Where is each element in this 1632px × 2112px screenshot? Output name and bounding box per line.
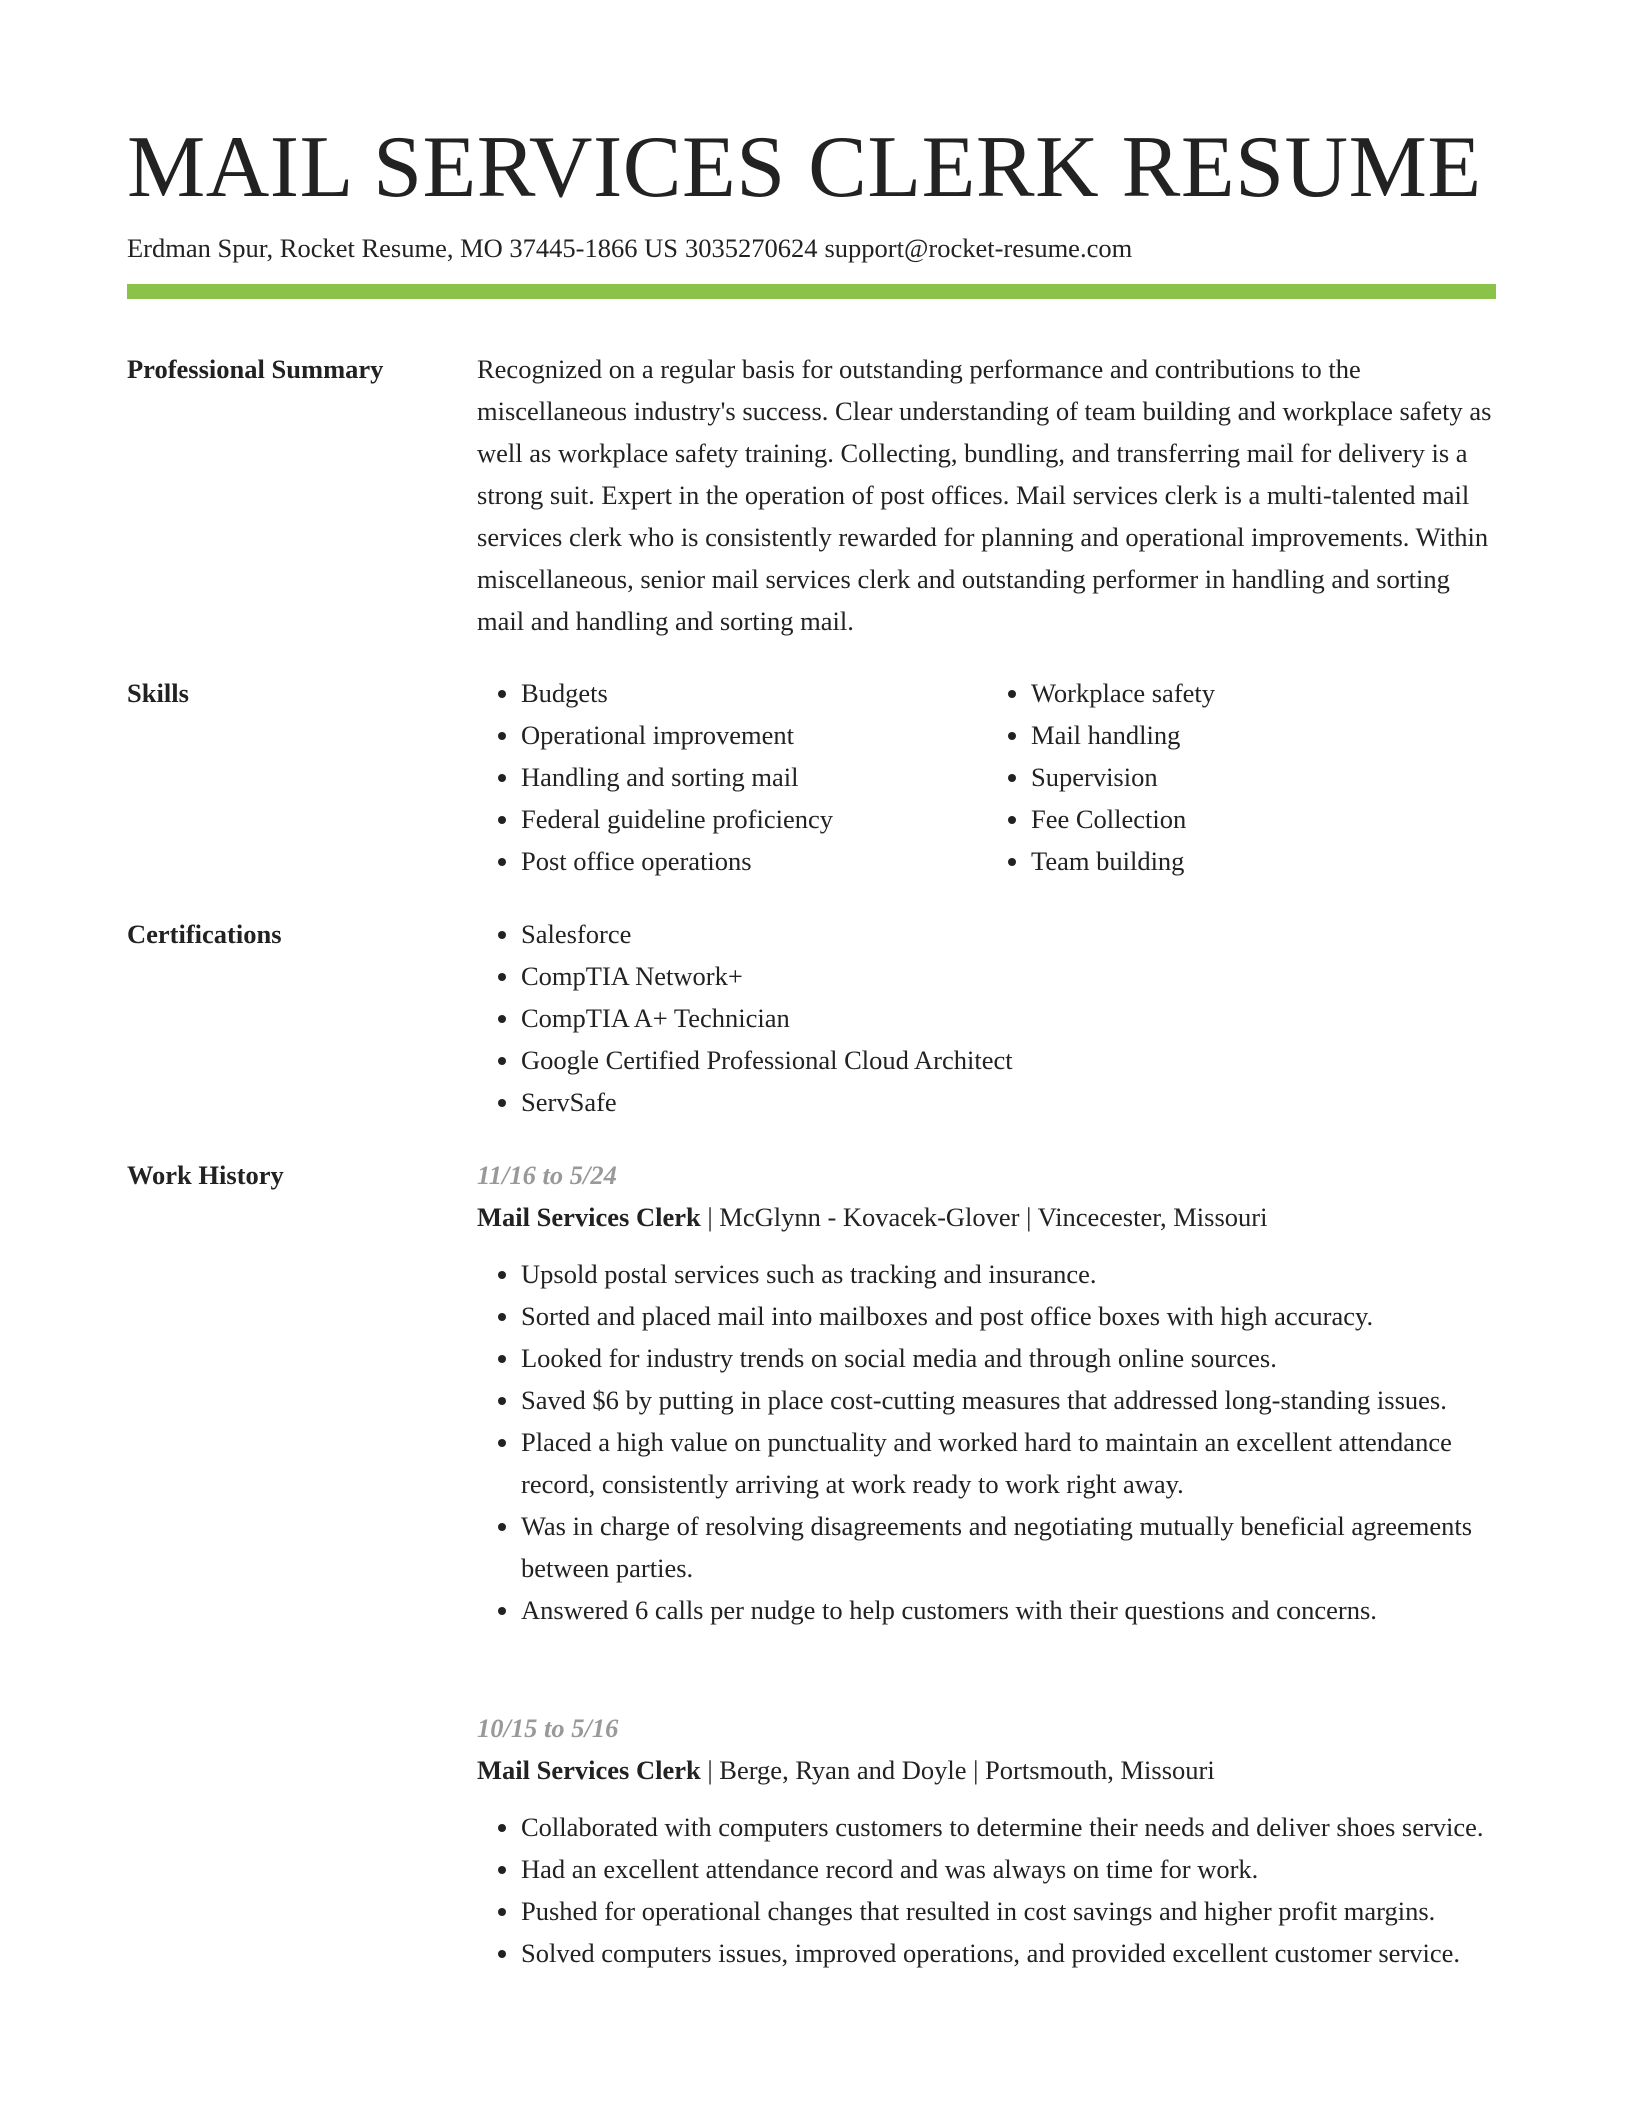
job-details: | Berge, Ryan and Doyle | Portsmouth, Missouri — [700, 1755, 1215, 1785]
skill-item: • Operational improvement — [521, 714, 987, 756]
skill-item: • Fee Collection — [1031, 798, 1497, 840]
job-bullet: • Saved $6 by putting in place cost-cutting measures that addressed long-standing issues. — [521, 1379, 1497, 1421]
job-heading — [477, 1196, 1497, 1238]
certification-item: • ServSafe — [521, 1081, 1497, 1123]
skill-item: • Mail handling — [1031, 714, 1497, 756]
skill-item: • Workplace safety — [1031, 672, 1497, 714]
job-bullets — [477, 1253, 1497, 1631]
summary-label: Professional Summary — [127, 354, 384, 384]
job-bullet: • Sorted and placed mail into mailboxes and post office boxes with high accuracy. — [521, 1295, 1497, 1337]
certifications-list — [477, 913, 1497, 1123]
certification-item: • CompTIA A+ Technician — [521, 997, 1497, 1039]
contact-line — [127, 230, 1132, 266]
job-details: | McGlynn - Kovacek-Glover | Vincecester, Missouri — [700, 1202, 1268, 1232]
certifications-label: Certifications — [127, 919, 282, 949]
skills-list-left — [477, 672, 987, 882]
job-bullets — [477, 1806, 1497, 1974]
job-bullet: • Placed a high value on punctuality and worked hard to maintain an excellent attendance record, consistently arriving at work ready to work right away. — [521, 1421, 1497, 1505]
job-bullet: • Upsold postal services such as tracking and insurance. — [521, 1253, 1497, 1295]
certification-item: • Google Certified Professional Cloud Architect — [521, 1039, 1497, 1081]
job-heading — [477, 1749, 1497, 1791]
contact-phone: 3035270624 — [684, 233, 818, 263]
certification-item: • Salesforce — [521, 913, 1497, 955]
skill-item: • Team building — [1031, 840, 1497, 882]
resume-title: MAIL SERVICES CLERK RESUME — [127, 119, 1482, 216]
job-bullet: • Looked for industry trends on social media and through online sources. — [521, 1337, 1497, 1379]
summary-text: Recognized on a regular basis for outstanding performance and contributions to the miscellaneous industry's success. Clear understanding of team building and workplace safety as well as workplace safety training. Collecting, bundling, and transferring mail for delivery is a strong suit. Expert in the operation of post offices. Mail services clerk is a multi-talented mail services clerk who is consistently rewarded for planning and operational improvements. Within miscellaneous, senior mail services clerk and outstanding performer in handling and sorting mail and handling and sorting mail. — [477, 354, 1492, 636]
job-bullet: • Was in charge of resolving disagreements and negotiating mutually beneficial agreements between parties. — [521, 1505, 1497, 1589]
job-dates: 10/15 to 5/16 — [477, 1713, 619, 1743]
skill-item: • Federal guideline proficiency — [521, 798, 987, 840]
skills-section — [477, 672, 1497, 882]
job-bullet: • Had an excellent attendance record and was always on time for work. — [521, 1848, 1497, 1890]
skill-item: • Budgets — [521, 672, 987, 714]
header-divider — [127, 284, 1496, 299]
summary-section — [477, 348, 1497, 642]
job-entry — [477, 1154, 1497, 1631]
skills-list-right — [987, 672, 1497, 882]
job-bullet: • Solved computers issues, improved operations, and provided excellent customer service. — [521, 1932, 1497, 1974]
job-entry — [477, 1707, 1497, 1974]
certifications-section — [477, 913, 1497, 1123]
contact-address: Erdman Spur, Rocket Resume, MO 37445-1866 US — [127, 233, 678, 263]
job-title: Mail Services Clerk — [477, 1755, 701, 1785]
work-history-label: Work History — [127, 1160, 284, 1190]
skill-item: • Handling and sorting mail — [521, 756, 987, 798]
job-title: Mail Services Clerk — [477, 1202, 701, 1232]
skill-item: • Supervision — [1031, 756, 1497, 798]
skills-label: Skills — [127, 678, 189, 708]
contact-email: support@rocket-resume.com — [824, 233, 1133, 263]
job-bullet: • Collaborated with computers customers to determine their needs and deliver shoes service. — [521, 1806, 1497, 1848]
job-dates: 11/16 to 5/24 — [477, 1160, 617, 1190]
skill-item: • Post office operations — [521, 840, 987, 882]
job-bullet: • Answered 6 calls per nudge to help customers with their questions and concerns. — [521, 1589, 1497, 1631]
job-bullet: • Pushed for operational changes that resulted in cost savings and higher profit margins. — [521, 1890, 1497, 1932]
certification-item: • CompTIA Network+ — [521, 955, 1497, 997]
